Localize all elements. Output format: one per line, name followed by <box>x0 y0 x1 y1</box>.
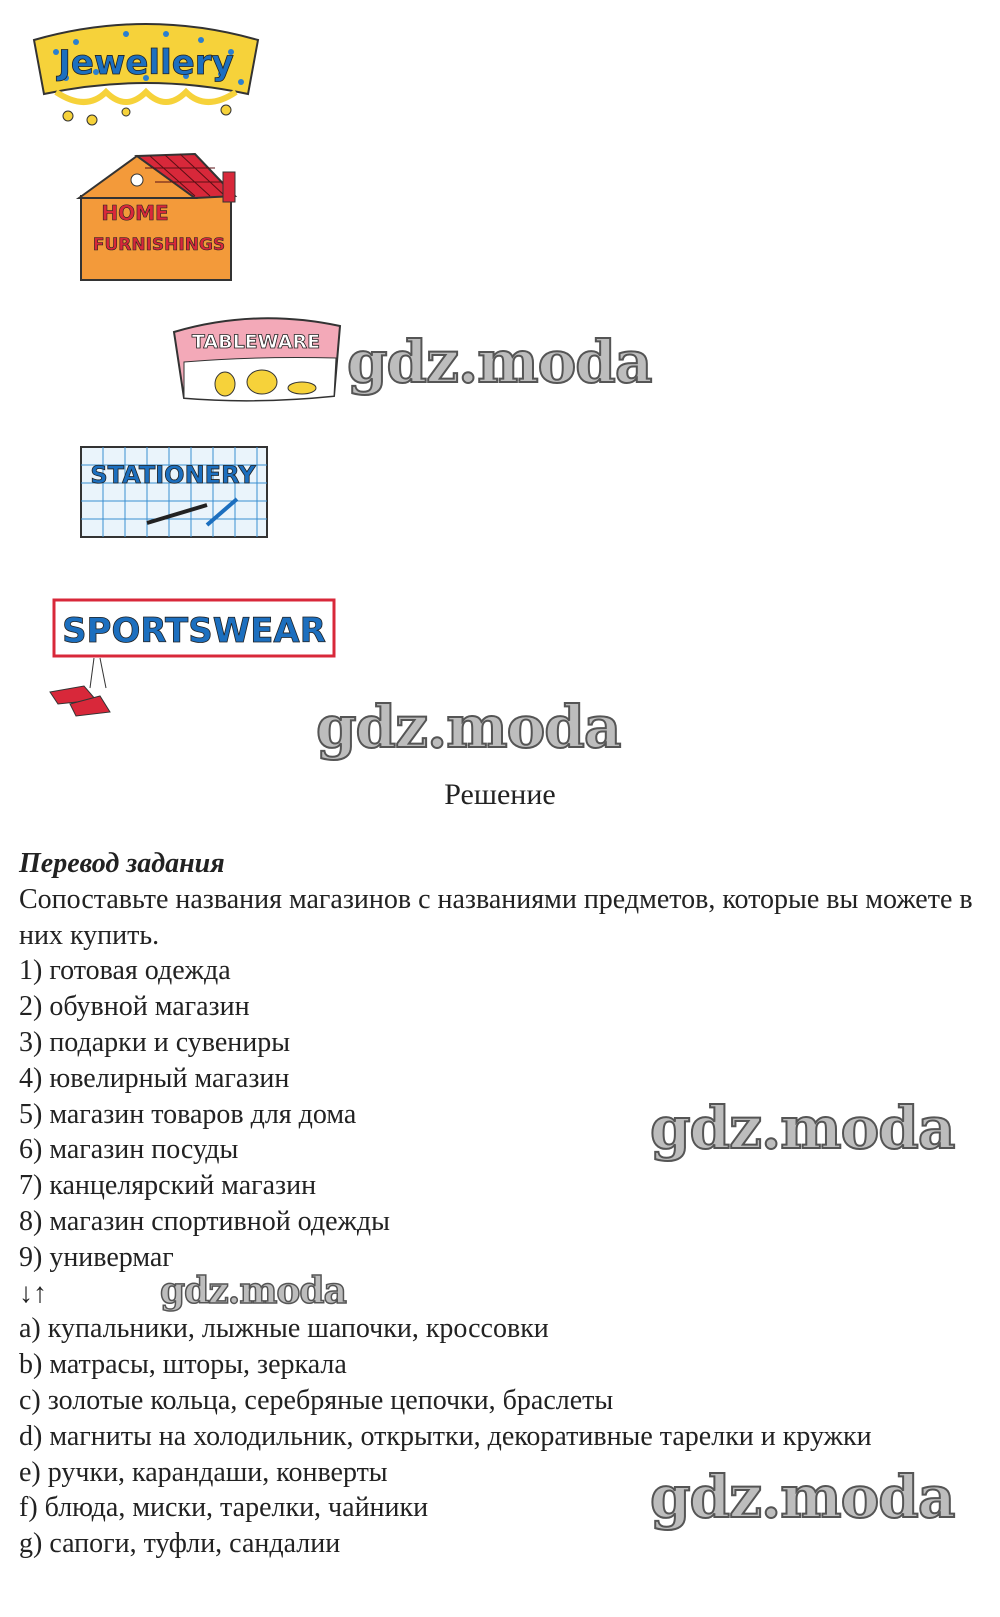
shop-item: 4) ювелирный магазин <box>19 1062 290 1094</box>
jewellery-sign-text: Jewellery <box>58 43 234 83</box>
goods-item: d) магниты на холодильник, открытки, декоративные тарелки и кружки <box>19 1420 872 1452</box>
shop-item: 9) универмаг <box>19 1241 174 1273</box>
goods-item: g) сапоги, туфли, сандалии <box>19 1528 341 1560</box>
shop-item: 3) подарки и сувениры <box>19 1026 291 1058</box>
home-sign-line1: HOME <box>101 201 169 225</box>
home-sign-line2: FURNISHINGS <box>92 235 226 255</box>
sportswear-sign-text: SPORTSWEAR <box>62 611 326 651</box>
house-icon <box>75 148 245 288</box>
goods-item: c) золотые кольца, серебряные цепочки, браслеты <box>19 1384 614 1416</box>
tableware-sign <box>170 312 345 407</box>
goods-item: b) матрасы, шторы, зеркала <box>19 1349 347 1381</box>
stationery-sign <box>77 443 277 543</box>
stationery-sign-text: STATIONERY <box>90 461 256 489</box>
watermark-1: gdz.moda <box>347 328 652 396</box>
tableware-sign-text: TABLEWARE <box>191 331 321 353</box>
shop-item: 1) готовая одежда <box>19 955 231 987</box>
shop-item: 7) канцелярский магазин <box>19 1170 317 1202</box>
watermark-5: gdz.moda <box>650 1463 955 1531</box>
goods-item: a) купальники, лыжные шапочки, кроссовки <box>19 1313 549 1345</box>
notebook-pen-icon <box>77 443 277 543</box>
shop-item: 6) магазин посуды <box>19 1134 239 1166</box>
home-furnishings-sign <box>75 148 245 288</box>
task-translation <box>19 846 984 1562</box>
task-title: Перевод задания <box>19 848 225 879</box>
shop-item: 2) обувной магазин <box>19 991 250 1023</box>
shop-item: 8) магазин спортивной одежды <box>19 1205 390 1237</box>
jewellery-sign <box>26 12 266 132</box>
goods-item: e) ручки, карандаши, конверты <box>19 1456 388 1488</box>
sneakers-icon <box>44 596 339 726</box>
watermark-3: gdz.moda <box>650 1094 955 1162</box>
task-instruction: Сопоставьте названия магазинов с названиями предметов, которые вы можете в них купить. <box>19 883 973 951</box>
goods-item: f) блюда, миски, тарелки, чайники <box>19 1492 429 1524</box>
watermark-4: gdz.moda <box>160 1270 346 1312</box>
arrows-separator: ↓↑ <box>19 1277 47 1309</box>
sportswear-sign <box>44 596 339 726</box>
teapot-icon <box>170 312 345 407</box>
shop-item: 5) магазин товаров для дома <box>19 1098 357 1130</box>
solution-heading: Решение <box>444 778 556 811</box>
watermark-2: gdz.moda <box>316 693 621 761</box>
jewellery-banner-icon <box>26 12 266 132</box>
